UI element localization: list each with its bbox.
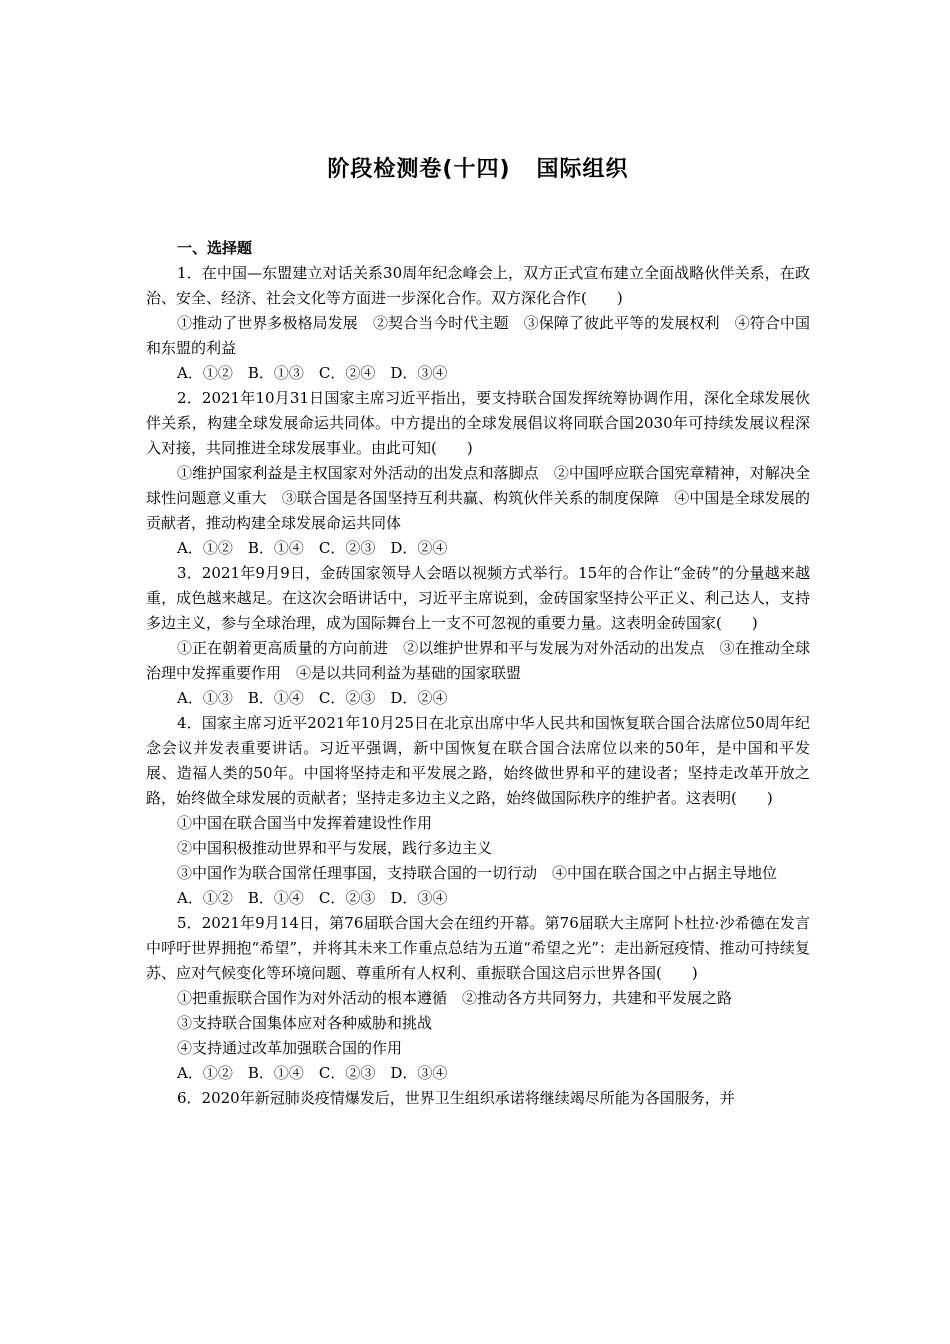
- question-statements: ①推动了世界多极格局发展 ②契合当今时代主题 ③保障了彼此平等的发展权利 ④符合中国和东盟的利益: [146, 314, 810, 357]
- answer-options: A．①③ B．①④ C．②③ D．②④: [177, 689, 448, 707]
- question-stem: 2．2021年10月31日国家主席习近平指出，要支持联合国发挥统筹协调作用，深化全球发展伙伴关系，构建全球发展命运共同体。中方提出的全球发展倡议将同联合国2030年可持续发展议程深入对接，共同推进全球发展事业。由此可知( ): [146, 389, 810, 457]
- document-page: [146, 150, 810, 1111]
- question-stem: 6．2020年新冠肺炎疫情爆发后，世界卫生组织承诺将继续竭尽所能为各国服务，并: [177, 1089, 735, 1107]
- question-stem: 4．国家主席习近平2021年10月25日在北京出席中华人民共和国恢复联合国合法席位50周年纪念会议并发表重要讲话。习近平强调，新中国恢复在联合国合法席位以来的50年，是中国和平发展、造福人类的50年。中国将坚持走和平发展之路，始终做世界和平的建设者；坚持走改革开放之路，始终做全球发展的贡献者；坚持走多边主义之路，始终做国际秩序的维护者。这表明( ): [146, 714, 810, 807]
- question-4: [146, 711, 810, 911]
- question-6: [146, 1086, 810, 1111]
- question-statements: ①维护国家利益是主权国家对外活动的出发点和落脚点 ②中国呼应联合国宪章精神，对解决全球性问题意义重大 ③联合国是各国坚持互利共赢、构筑伙伴关系的制度保障 ④中国是全球发展的贡献者，推动构建全球发展命运共同体: [146, 464, 810, 532]
- answer-options: A．①② B．①④ C．②③ D．③④: [177, 889, 448, 907]
- question-3: [146, 561, 810, 711]
- answer-options: A．①② B．①④ C．②③ D．③④: [177, 1064, 448, 1082]
- question-statements: ①正在朝着更高质量的方向前进 ②以维护世界和平与发展为对外活动的出发点 ③在推动全球治理中发挥重要作用 ④是以共同利益为基础的国家联盟: [146, 639, 810, 682]
- question-stem: 3．2021年9月9日，金砖国家领导人会晤以视频方式举行。15年的合作让“金砖”的分量越来越重，成色越来越足。在这次会晤讲话中，习近平主席说到，金砖国家坚持公平正义、利己达人，支持多边主义，参与全球治理，成为国际舞台上一支不可忽视的重要力量。这表明金砖国家( ): [146, 564, 810, 632]
- question-statement: ②中国积极推动世界和平与发展，践行多边主义: [177, 839, 493, 857]
- title-sub: 国际组织: [536, 157, 629, 182]
- page-title: [146, 150, 810, 190]
- question-1: [146, 261, 810, 386]
- section-heading: 一、选择题: [177, 239, 253, 257]
- answer-options: A．①② B．①③ C．②④ D．③④: [177, 364, 448, 382]
- question-statement: ①把重振联合国作为对外活动的根本遵循 ②推动各方共同努力，共建和平发展之路: [177, 989, 733, 1007]
- question-stem: 1．在中国—东盟建立对话关系30周年纪念峰会上，双方正式宣布建立全面战略伙伴关系，在政治、安全、经济、社会文化等方面进一步深化合作。双方深化合作( ): [146, 264, 810, 307]
- question-2: [146, 386, 810, 561]
- question-statement: ①中国在联合国当中发挥着建设性作用: [177, 814, 433, 832]
- question-5: [146, 911, 810, 1086]
- question-stem: 5．2021年9月14日，第76届联合国大会在纽约开幕。第76届联大主席阿卜杜拉·沙希德在发言中呼吁世界拥抱“希望”，并将其未来工作重点总结为五道“希望之光”：走出新冠疫情、推动可持续复苏、应对气候变化等环境问题、尊重所有人权利、重振联合国这启示世界各国( ): [146, 914, 810, 982]
- title-main: 阶段检测卷(十四): [327, 157, 511, 182]
- answer-options: A．①② B．①④ C．②③ D．②④: [177, 539, 448, 557]
- question-statement: ③支持联合国集体应对各种威胁和挑战: [177, 1014, 433, 1032]
- question-statement: ④支持通过改革加强联合国的作用: [177, 1039, 403, 1057]
- question-statement: ③中国作为联合国常任理事国，支持联合国的一切行动 ④中国在联合国之中占据主导地位: [177, 864, 778, 882]
